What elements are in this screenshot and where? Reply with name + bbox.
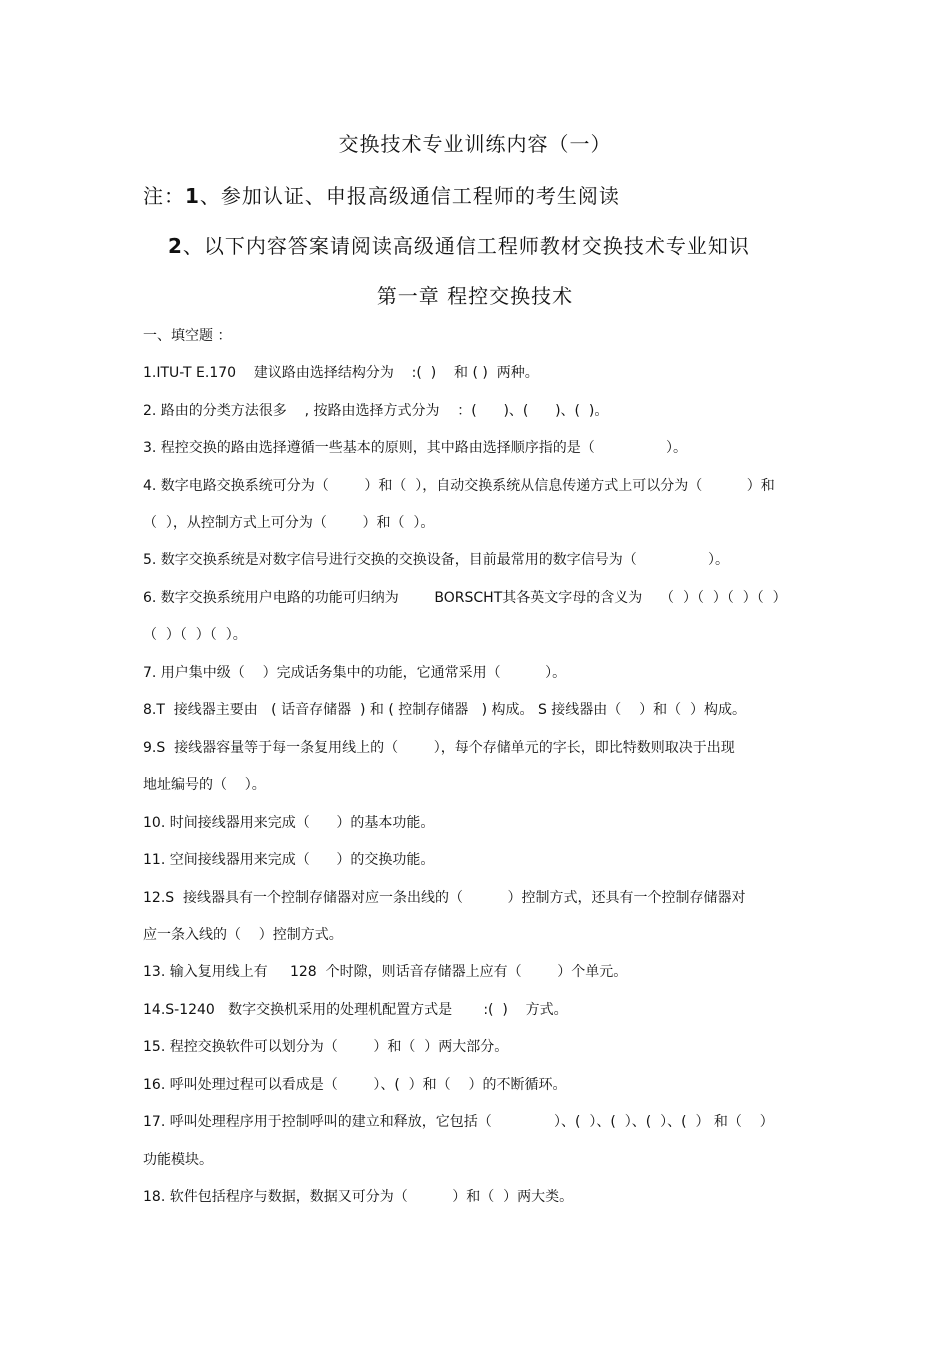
document-title: 交换技术专业训练内容（一） (338, 132, 612, 156)
question-line: 8.T 接线器主要由 ( 话音存储器 ) 和 ( 控制存储器 ) 构成。 S 接线器由（ ）和（ ）构成。 (143, 702, 746, 718)
question-line: 17. 呼叫处理程序用于控制呼叫的建立和释放，它包括（ ）、( ）、( ）、( ）、( ） 和（ ） (143, 1114, 774, 1130)
note1-number: 1 (185, 184, 200, 208)
question-line: 9.S 接线器容量等于每一条复用线上的（ ），每个存储单元的字长，即比特数则取决于出现 (143, 740, 735, 756)
note2-text: 、以下内容答案请阅读高级通信工程师教材交换技术专业知识 (182, 234, 750, 258)
note-prefix: 注： (143, 184, 185, 208)
note2-number: 2 (168, 234, 183, 258)
section-heading: 一、填空题 ： (143, 328, 232, 344)
question-line: 15. 程控交换软件可以划分为（ ）和（ ）两大部分。 (143, 1039, 509, 1055)
note1-text: 、参加认证、申报高级通信工程师的考生阅读 (199, 184, 620, 208)
chapter-heading: 第一章 程控交换技术 (376, 284, 574, 308)
note-line-2 (168, 230, 750, 259)
question-line: 12.S 接线器具有一个控制存储器对应一条出线的（ ）控制方式，还具有一个控制存储器对 (143, 890, 746, 906)
question-line: 18. 软件包括程序与数据，数据又可分为（ ）和（ ）两大类。 (143, 1189, 574, 1205)
question-line: 14.S-1240 数字交换机采用的处理机配置方式是 :( ) 方式。 (143, 1002, 568, 1018)
question-line: 7. 用户集中级（ ）完成话务集中的功能，它通常采用（ ）。 (143, 665, 567, 681)
question-line: 应一条入线的（ ）控制方式。 (143, 927, 343, 943)
question-line: 4. 数字电路交换系统可分为（ ）和（ ），自动交换系统从信息传递方式上可以分为（ ）和 (143, 478, 775, 494)
question-line: 6. 数字交换系统用户电路的功能可归纳为 BORSCHT其各英文字母的含义为 （ ）（ ）（ ）（ ） (143, 590, 787, 606)
question-line: （ ）（ ）（ ）。 (143, 627, 247, 643)
question-line: 16. 呼叫处理过程可以看成是（ ）、( ）和（ ）的不断循环。 (143, 1077, 567, 1093)
question-line: 5. 数字交换系统是对数字信号进行交换的交换设备，目前最常用的数字信号为（ ）。 (143, 552, 730, 568)
question-line: 13. 输入复用线上有 128 个时隙，则话音存储器上应有（ ）个单元。 (143, 964, 628, 980)
question-line: 地址编号的（ ）。 (143, 777, 266, 793)
question-line: 1.ITU-T E.170 建议路由选择结构分为 :( ) 和 ( ) 两种。 (143, 365, 539, 381)
question-line: 功能模块。 (143, 1152, 213, 1168)
question-line: 3. 程控交换的路由选择遵循一些基本的原则，其中路由选择顺序指的是（ ）。 (143, 440, 688, 456)
note-line-1 (143, 180, 620, 209)
question-line: 10. 时间接线器用来完成（ ）的基本功能。 (143, 815, 435, 831)
question-line: （ ），从控制方式上可分为（ ）和（ ）。 (143, 515, 435, 531)
question-line: 2. 路由的分类方法很多 , 按路由选择方式分为 ：( )、( )、( )。 (143, 403, 609, 419)
question-line: 11. 空间接线器用来完成（ ）的交换功能。 (143, 852, 435, 868)
